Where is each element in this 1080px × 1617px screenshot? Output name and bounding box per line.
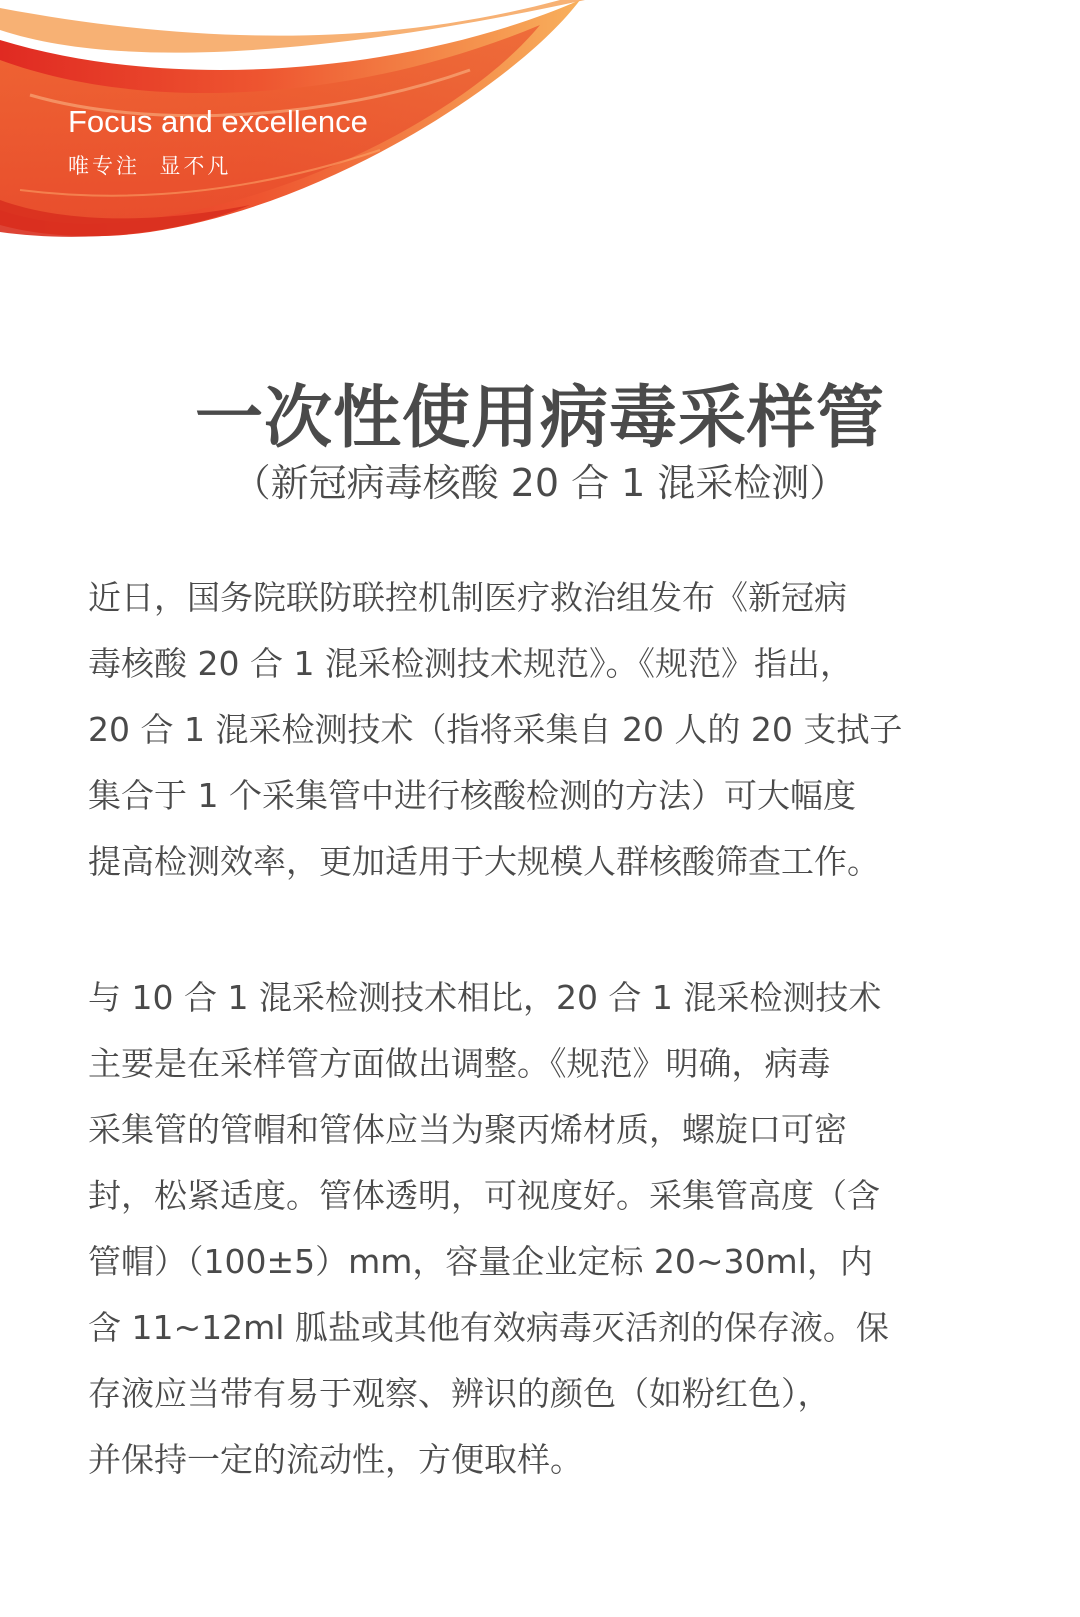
paragraph-line: 采集管的管帽和管体应当为聚丙烯材质，螺旋口可密 — [88, 1110, 847, 1149]
paragraph-line: 近日，国务院联防联控机制医疗救治组发布《新冠病 — [88, 578, 847, 617]
paragraph-line: 存液应当带有易于观察、辨识的颜色（如粉红色）， — [88, 1374, 831, 1413]
paragraph-line: 主要是在采样管方面做出调整。《规范》明确，病毒 — [88, 1044, 831, 1083]
page-title: 一次性使用病毒采样管 — [194, 379, 885, 458]
paragraph-line: 20 合 1 混采检测技术（指将采集自 20 人的 20 支拭子 — [88, 710, 903, 749]
slogan-chinese: 唯专注 显不凡 — [68, 154, 232, 178]
paragraph-line: 封，松紧适度。管体透明，可视度好。采集管高度（含 — [88, 1176, 880, 1215]
paragraph-line: 毒核酸 20 合 1 混采检测技术规范》。《规范》指出， — [88, 644, 853, 683]
header-banner — [0, 0, 620, 250]
paragraph-line: 并保持一定的流动性，方便取样。 — [88, 1440, 583, 1479]
paragraph-1 — [88, 565, 988, 895]
paragraph-line: 提高检测效率，更加适用于大规模人群核酸筛查工作。 — [88, 842, 880, 881]
paragraph-line: 管帽）（100±5）mm，容量企业定标 20~30ml，内 — [88, 1242, 873, 1281]
paragraph-line: 集合于 1 个采集管中进行核酸检测的方法）可大幅度 — [88, 776, 856, 815]
paragraph-line: 含 11~12ml 胍盐或其他有效病毒灭活剂的保存液。保 — [88, 1308, 889, 1347]
paragraph-line: 与 10 合 1 混采检测技术相比，20 合 1 混采检测技术 — [88, 978, 882, 1017]
page-subtitle: （新冠病毒核酸 20 合 1 混采检测） — [232, 461, 848, 505]
paragraph-2 — [88, 965, 988, 1493]
slogan-english: Focus and excellence — [68, 104, 368, 139]
